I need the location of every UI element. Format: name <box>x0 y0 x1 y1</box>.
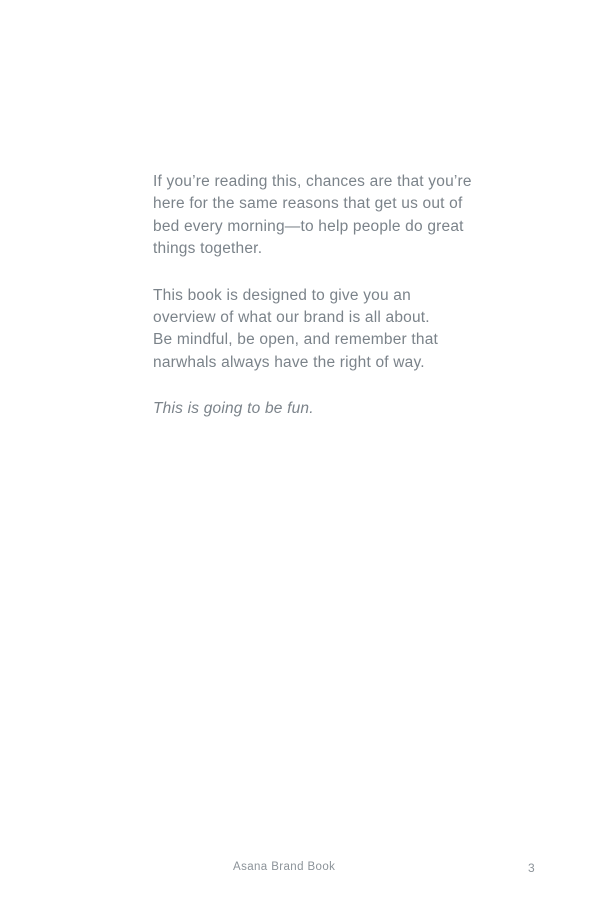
body-line: This book is designed to give you an <box>153 286 411 304</box>
body-line: This is going to be fun. <box>153 400 314 418</box>
body-line: things together. <box>153 240 263 258</box>
page-number: 3 <box>528 861 535 875</box>
body-line: If you’re reading this, chances are that you’re <box>153 173 472 190</box>
body-text-block <box>153 171 483 445</box>
body-paragraph <box>153 171 483 261</box>
footer-document-title: Asana Brand Book <box>233 861 336 873</box>
body-line: overview of what our brand is all about. <box>153 309 430 327</box>
body-paragraph <box>153 285 483 375</box>
body-line: Be mindful, be open, and remember that <box>153 331 439 349</box>
body-line: bed every morning—to help people do great <box>153 217 464 235</box>
body-line: narwhals always have the right of way. <box>153 353 425 371</box>
body-line: here for the same reasons that get us out of <box>153 195 463 213</box>
body-paragraph-italic <box>153 398 483 420</box>
